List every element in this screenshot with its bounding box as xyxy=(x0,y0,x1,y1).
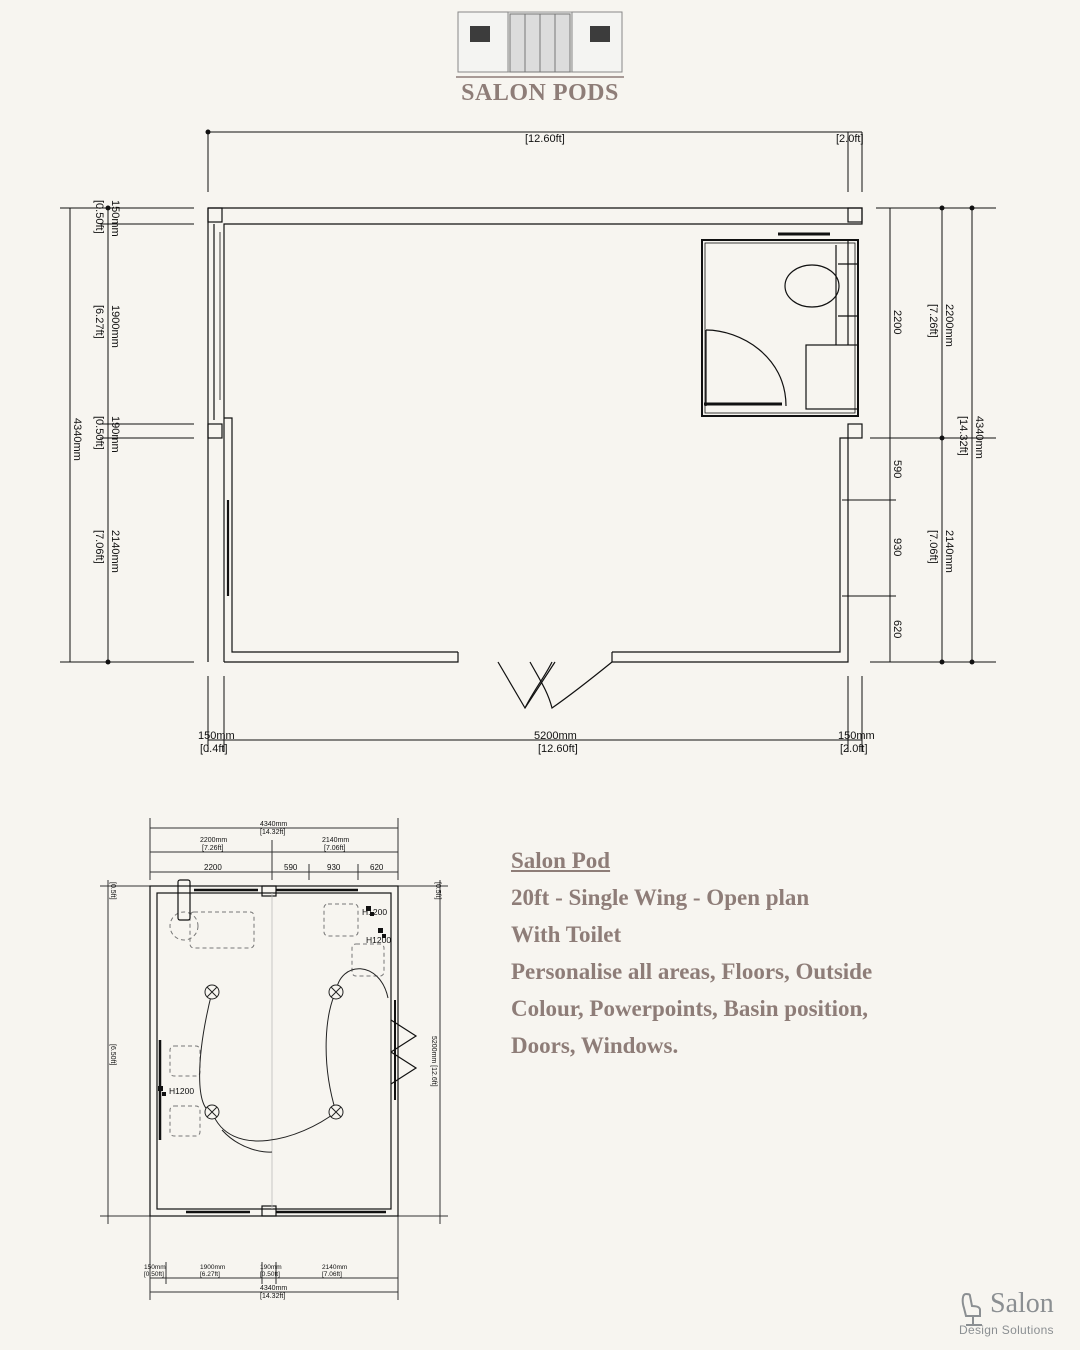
description-line: 20ft - Single Wing - Open plan xyxy=(511,885,810,910)
small-bottom-row-mm: 2140mm xyxy=(322,1264,348,1271)
main-floor-plan xyxy=(0,110,1080,770)
dim-bottom-left-ft: [0.4ft] xyxy=(200,743,228,755)
small-bottom-row-ft: [7.06ft] xyxy=(322,1271,342,1278)
dim-bottom-right-mm: 150mm xyxy=(838,730,875,742)
small-bottom-row-mm: 1900mm xyxy=(200,1264,226,1271)
dim-left-seg4-ft: [7.06ft] xyxy=(93,530,105,564)
small-left-top: [0.5ft] xyxy=(109,882,116,900)
dim-left-seg1-mm: 150mm xyxy=(109,200,121,237)
dim-bottom-left-mm: 150mm xyxy=(198,730,235,742)
small-top-b-ft: [7.06ft] xyxy=(324,845,346,852)
small-right-side: 5200mm [12.6ft] xyxy=(430,1036,437,1087)
description-line: Colour, Powerpoints, Basin position, xyxy=(511,996,868,1021)
small-bottom-row-mm: 190mm xyxy=(260,1264,282,1271)
small-top-total-mm: 4340mm xyxy=(260,821,288,828)
dim-left-seg3-mm: 190mm xyxy=(109,416,121,453)
description-line: With Toilet xyxy=(511,922,622,947)
small-bottom-total-mm: 4340mm xyxy=(260,1285,288,1292)
brand-title: SALON PODS xyxy=(461,80,619,106)
footer-brand-word: Salon xyxy=(990,1288,1054,1319)
small-bottom-row-ft: [0.50ft] xyxy=(260,1271,280,1278)
footer-brand-subtitle: Design Solutions xyxy=(959,1323,1054,1337)
description-block xyxy=(511,842,981,1064)
small-top-a-ft: [7.26ft] xyxy=(202,845,224,852)
dim-left-seg3-ft: [0.50ft] xyxy=(93,416,105,450)
dim-right-mid2-mm: 2140mm xyxy=(943,530,955,573)
small-top-row-label: 620 xyxy=(370,863,384,872)
small-heater-label: H1200 xyxy=(362,907,388,917)
description-line: Personalise all areas, Floors, Outside xyxy=(511,959,873,984)
dim-right-inner1: 2200 xyxy=(891,310,903,335)
description-title: Salon Pod xyxy=(511,848,611,873)
dim-left-total-mm: 4340mm xyxy=(71,418,83,461)
small-top-row-label: 590 xyxy=(284,863,298,872)
small-heater-label: H1200 xyxy=(366,935,392,945)
small-bottom-row-ft: [0.50ft] xyxy=(144,1271,164,1278)
dim-left-seg2-mm: 1900mm xyxy=(109,305,121,348)
dim-right-total-ft: [14.32ft] xyxy=(957,416,969,456)
dim-bottom-right-ft: [2.0ft] xyxy=(840,743,868,755)
small-floor-plan xyxy=(0,800,480,1310)
dim-right-inner3: 930 xyxy=(891,538,903,557)
small-heater-label: H1200 xyxy=(169,1086,195,1096)
small-bottom-row-mm: 150mm xyxy=(144,1264,166,1271)
dim-bottom-center-mm: 5200mm xyxy=(534,730,577,742)
dim-right-inner2: 590 xyxy=(891,460,903,479)
description-line: Doors, Windows. xyxy=(511,1033,679,1058)
dim-right-mid1-mm: 2200mm xyxy=(943,304,955,347)
dim-right-mid1-ft: [7.26ft] xyxy=(927,304,939,338)
dim-left-seg1-ft: [0.50ft] xyxy=(93,200,105,234)
small-top-row-label: 2200 xyxy=(204,863,222,872)
dim-left-seg2-ft: [6.27ft] xyxy=(93,305,105,339)
small-left-side: [6.50ft] xyxy=(109,1044,116,1066)
dim-right-mid2-ft: [7.06ft] xyxy=(927,530,939,564)
dim-left-seg4-mm: 2140mm xyxy=(109,530,121,573)
small-bottom-total-ft: [14.32ft] xyxy=(260,1293,286,1300)
small-top-b-mm: 2140mm xyxy=(322,837,350,844)
small-top-a-mm: 2200mm xyxy=(200,837,228,844)
small-top-total-ft: [14.32ft] xyxy=(260,829,286,836)
small-bottom-row-ft: [6.27ft] xyxy=(200,1271,220,1278)
dim-top-left-ft: [12.60ft] xyxy=(525,133,565,145)
small-top-row-label: 930 xyxy=(327,863,341,872)
dim-bottom-center-ft: [12.60ft] xyxy=(538,743,578,755)
dim-right-total-mm: 4340mm xyxy=(973,416,985,459)
dim-top-right-ft: [2.0ft] xyxy=(836,133,864,145)
dim-right-inner4: 620 xyxy=(891,620,903,639)
small-right-top: [0.5ft] xyxy=(434,882,441,900)
